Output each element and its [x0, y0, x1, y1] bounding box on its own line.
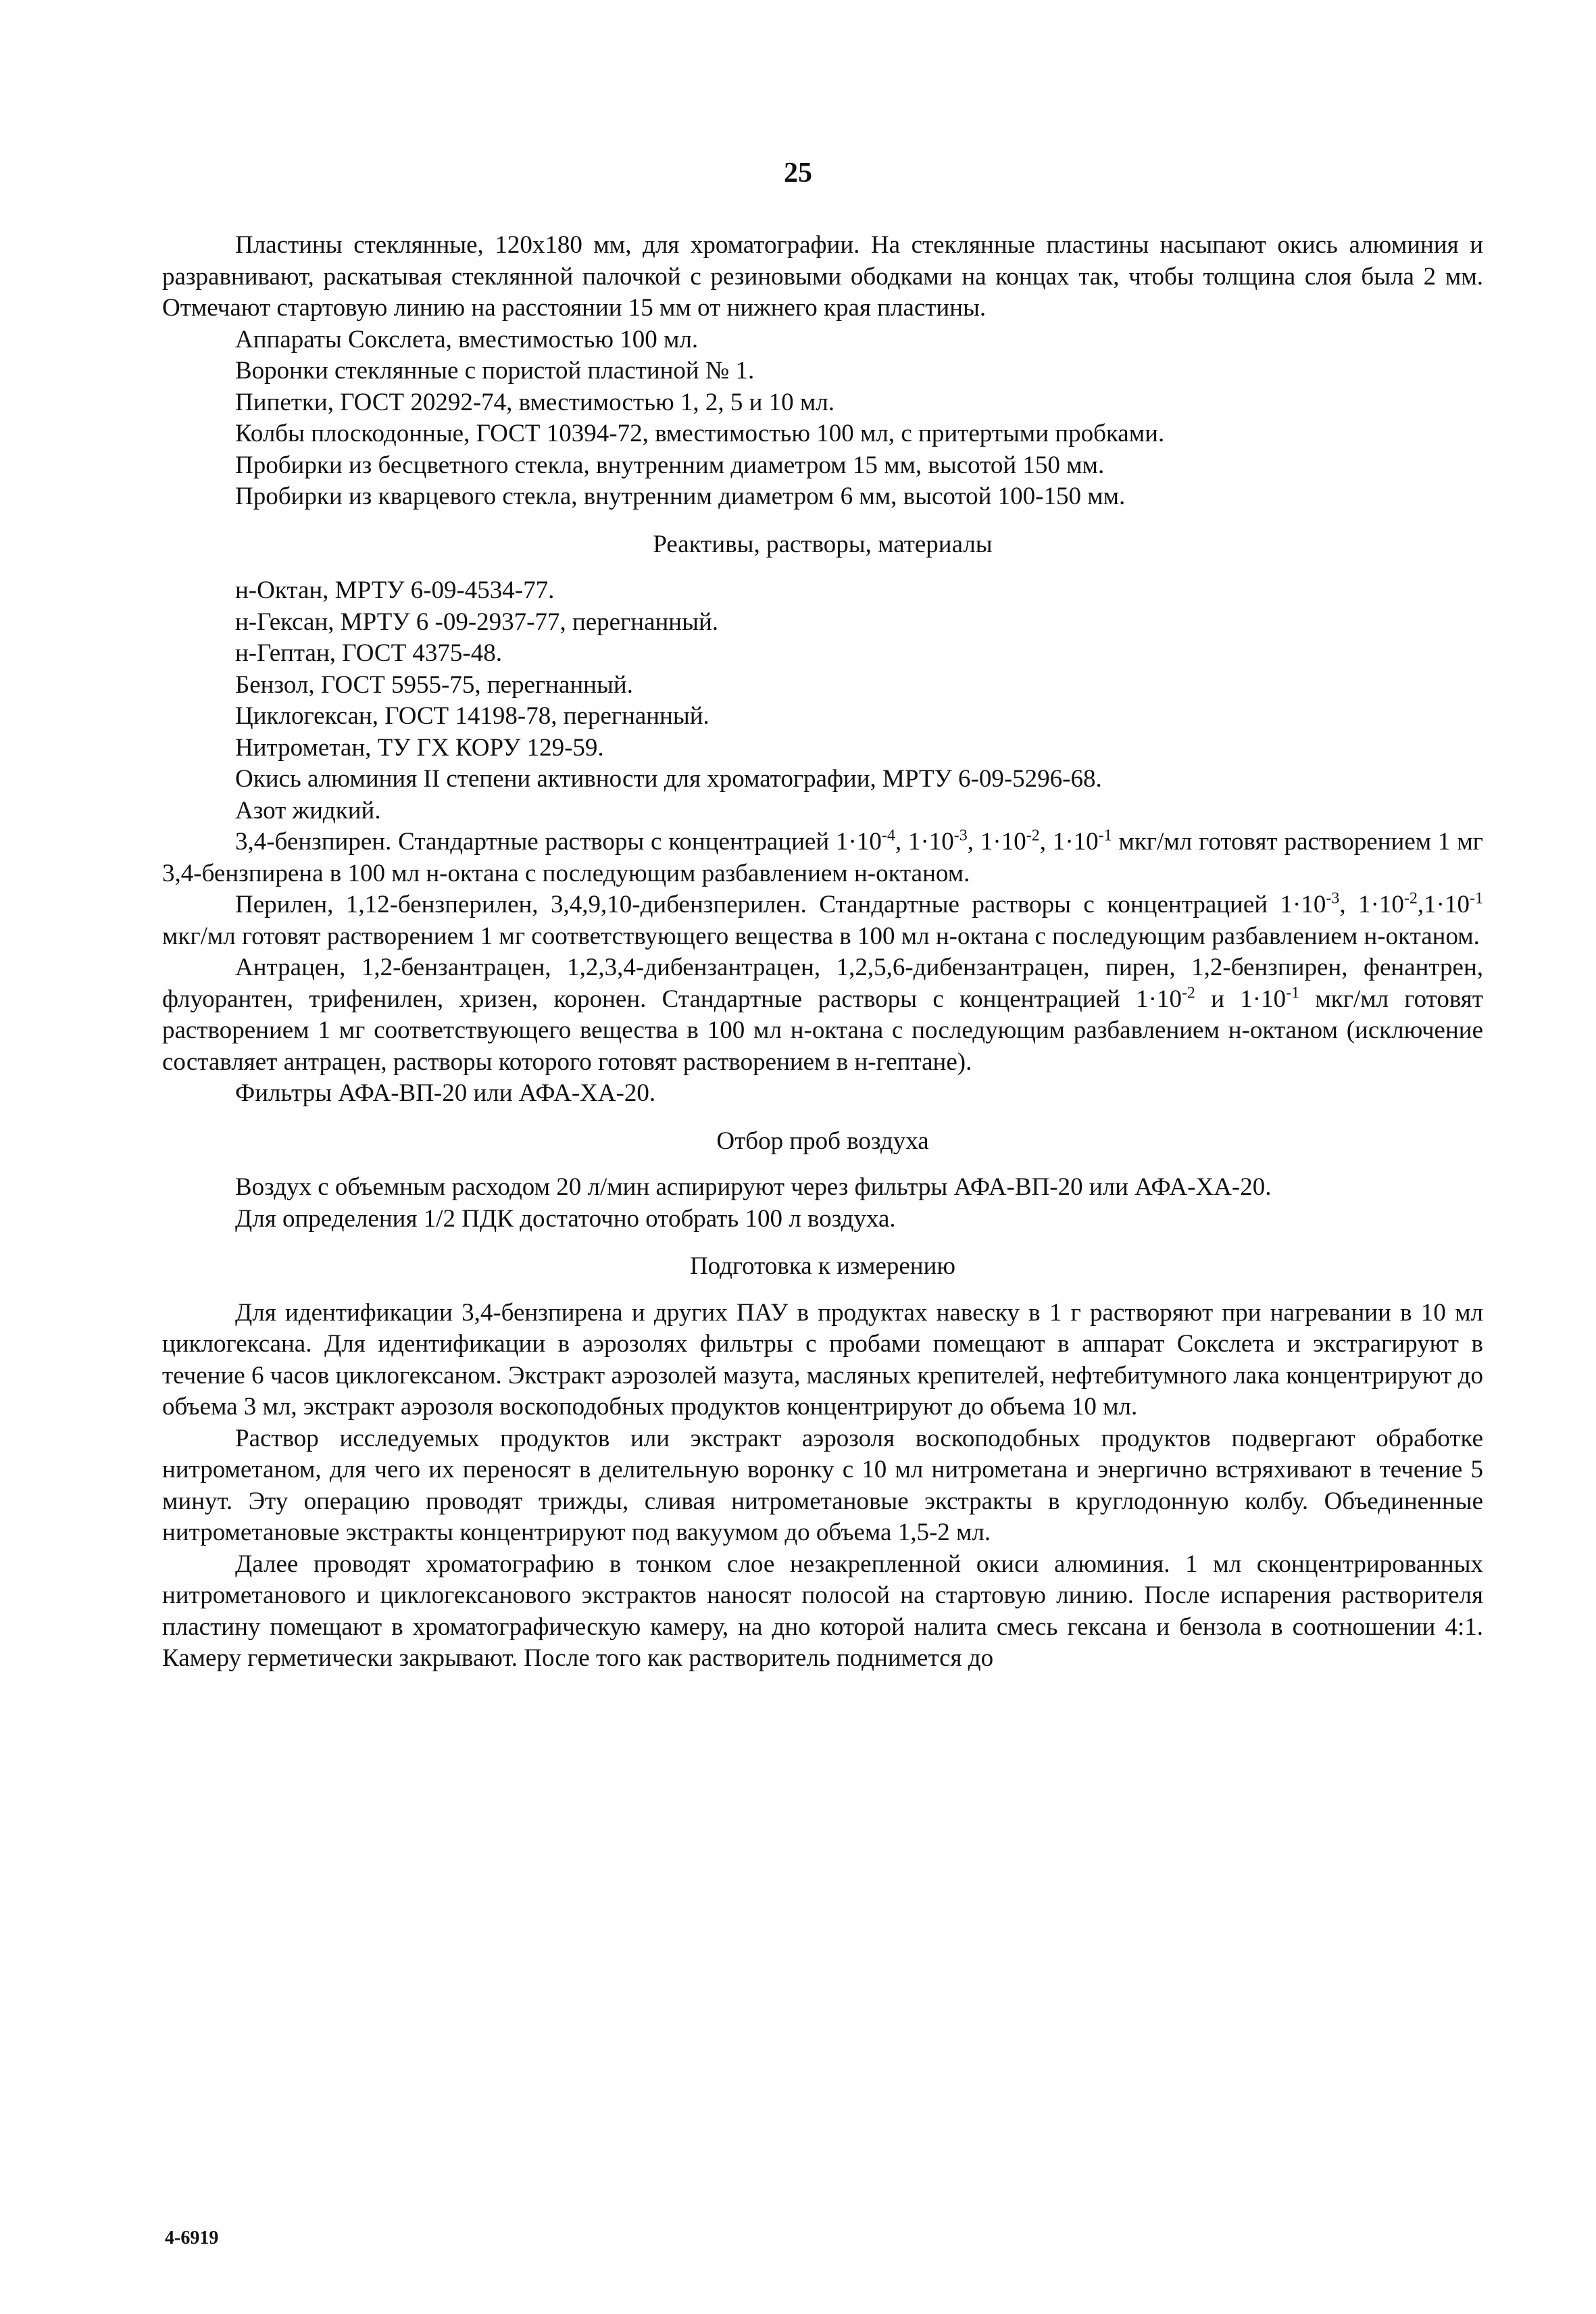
page-content [162, 230, 1483, 1675]
perylene-text: мкг/мл готовят растворением 1 мг соответствующего вещества в 100 мл н-октана с последующим разбавлением н-октаном. [162, 922, 1480, 950]
reagent-item: н-Гексан, МРТУ 6 -09-2937-77, перегнанный. [235, 608, 719, 636]
benzpyrene-text: , 1·10 [967, 828, 1026, 856]
exponent: -2 [1181, 984, 1195, 1002]
anthracene-text: и 1·10 [1195, 985, 1287, 1013]
benzpyrene-text: , 1·10 [895, 828, 954, 856]
perylene-text: Перилен, 1,12-бензперилен, 3,4,9,10-дибензперилен. Стандартные растворы с концентрацией 1·10 [235, 891, 1326, 918]
reagent-item: Нитрометан, ТУ ГХ КОРУ 129-59. [235, 733, 604, 762]
sampling-paragraph: Для определения 1/2 ПДК достаточно отобрать 100 л воздуха. [235, 1204, 896, 1233]
anthracene-text: Антрацен, 1,2-бензантрацен, 1,2,3,4-дибензантрацен, 1,2,5,6-дибензантрацен, пирен, 1,2-бензпирен, фенантрен, флуорантен, трифенилен, хризен, коронен. Стандартные растворы с концентрацией 1·10 [162, 954, 1483, 1013]
exponent: -2 [1403, 889, 1418, 908]
reagent-item: Азот жидкий. [235, 796, 381, 824]
footer-code: 4-6919 [165, 2227, 219, 2248]
anthracene-paragraph [162, 952, 1483, 1078]
prep-heading: Подготовка к измерению [689, 1252, 956, 1280]
sampling-heading: Отбор проб воздуха [716, 1127, 929, 1155]
exponent: -3 [1326, 889, 1340, 908]
equipment-item: Аппараты Сокслета, вместимостью 100 мл. [235, 325, 699, 353]
page-number: 25 [784, 157, 812, 189]
exponent: -1 [1098, 827, 1112, 845]
benzpyrene-paragraph [162, 827, 1483, 889]
equipment-item: Пробирки из кварцевого стекла, внутренним диаметром 6 мм, высотой 100-150 мм. [235, 483, 1126, 510]
reagents-heading: Реактивы, растворы, материалы [653, 530, 993, 558]
prep-paragraph: Раствор исследуемых продуктов или экстракт аэрозоля воскоподобных продуктов подвергают обработке нитрометаном, для чего их переносят в делительную воронку с 10 мл нитрометана и энергично встряхивают в течение 5 минут. Эту операцию проводят трижды, сливая нитрометановые экстракты в круглодонную колбу. Объединенные нитрометановые экстракты концентрируют под вакуумом до объема 1,5-2 мл. [162, 1424, 1483, 1546]
perylene-paragraph [162, 889, 1483, 952]
prep-paragraph: Для идентификации 3,4-бензпирена и других ПАУ в продуктах навеску в 1 г растворяют при нагревании в 10 мл циклогексана. Для идентификации в аэрозолях фильтры с пробами помещают в аппарат Сокслета и экстрагируют в течение 6 часов циклогексаном. Экстракт аэрозолей мазута, масляных крепителей, нефтебитумного лака концентрируют до объема 3 мл, экстракт аэрозоля воскоподобных продуктов концентрируют до объема 10 мл. [162, 1298, 1483, 1421]
reagent-item: Бензол, ГОСТ 5955-75, перегнанный. [235, 670, 633, 699]
reagent-item: Окись алюминия II степени активности для хроматографии, МРТУ 6-09-5296-68. [235, 765, 1102, 793]
exponent: -4 [881, 827, 895, 845]
sampling-paragraph: Воздух с объемным расходом 20 л/мин аспирируют через фильтры АФА-ВП-20 или АФА-ХА-20. [235, 1173, 1272, 1201]
equipment-item: Пипетки, ГОСТ 20292-74, вместимостью 1, 2, 5 и 10 мл. [235, 388, 835, 416]
anthracene-text: мкг/мл готовят растворением 1 мг соответствующего вещества в 100 мл н-октана с последующим разбавлением н-октаном (исключение составляет антрацен, растворы которого готовят растворением в н-гептане). [162, 985, 1483, 1076]
perylene-text: , 1·10 [1339, 891, 1404, 918]
benzpyrene-text: 3,4-бензпирен. Стандартные растворы с концентрацией 1·10 [235, 828, 882, 856]
exponent: -3 [953, 827, 968, 845]
perylene-text: ,1·10 [1417, 891, 1470, 918]
reagent-item: н-Гептан, ГОСТ 4375-48. [235, 639, 503, 667]
benzpyrene-text: , 1·10 [1039, 828, 1099, 856]
equipment-item: Пробирки из бесцветного стекла, внутренним диаметром 15 мм, высотой 150 мм. [235, 451, 1105, 479]
filters-line: Фильтры АФА-ВП-20 или АФА-ХА-20. [235, 1079, 656, 1107]
equipment-item: Воронки стеклянные с пористой пластиной № 1. [235, 357, 755, 385]
reagent-item: Циклогексан, ГОСТ 14198-78, перегнанный. [235, 702, 709, 730]
prep-paragraph: Далее проводят хроматографию в тонком слое незакрепленной окиси алюминия. 1 мл сконцентрированных нитрометанового и циклогексанового экстрактов наносят полосой на стартовую линию. После испарения растворителя пластину помещают в хроматографическую камеру, на дно которой налита смесь гексана и бензола в соотношении 4:1. Камеру герметически закрывают. После того как растворитель поднимется до [162, 1550, 1483, 1672]
equipment-item: Колбы плоскодонные, ГОСТ 10394-72, вместимостью 100 мл, с притертыми пробками. [235, 420, 1165, 447]
plates-paragraph: Пластины стеклянные, 120x180 мм, для хроматографии. На стеклянные пластины насыпают окись алюминия и разравнивают, раскатывая стеклянной палочкой с резиновыми ободками на концах так, чтобы толщина слоя была 2 мм. Отмечают стартовую линию на расстоянии 15 мм от нижнего края пластины. [162, 231, 1483, 322]
exponent: -2 [1026, 827, 1040, 845]
benzpyrene-text: мкг/мл готовят растворением 1 мг 3,4-бензпирена в 100 мл н-октана с последующим разбавлением н-октаном. [162, 828, 1483, 887]
exponent: -1 [1470, 889, 1483, 908]
exponent: -1 [1286, 984, 1300, 1002]
reagent-item: н-Октан, МРТУ 6-09-4534-77. [235, 576, 555, 604]
